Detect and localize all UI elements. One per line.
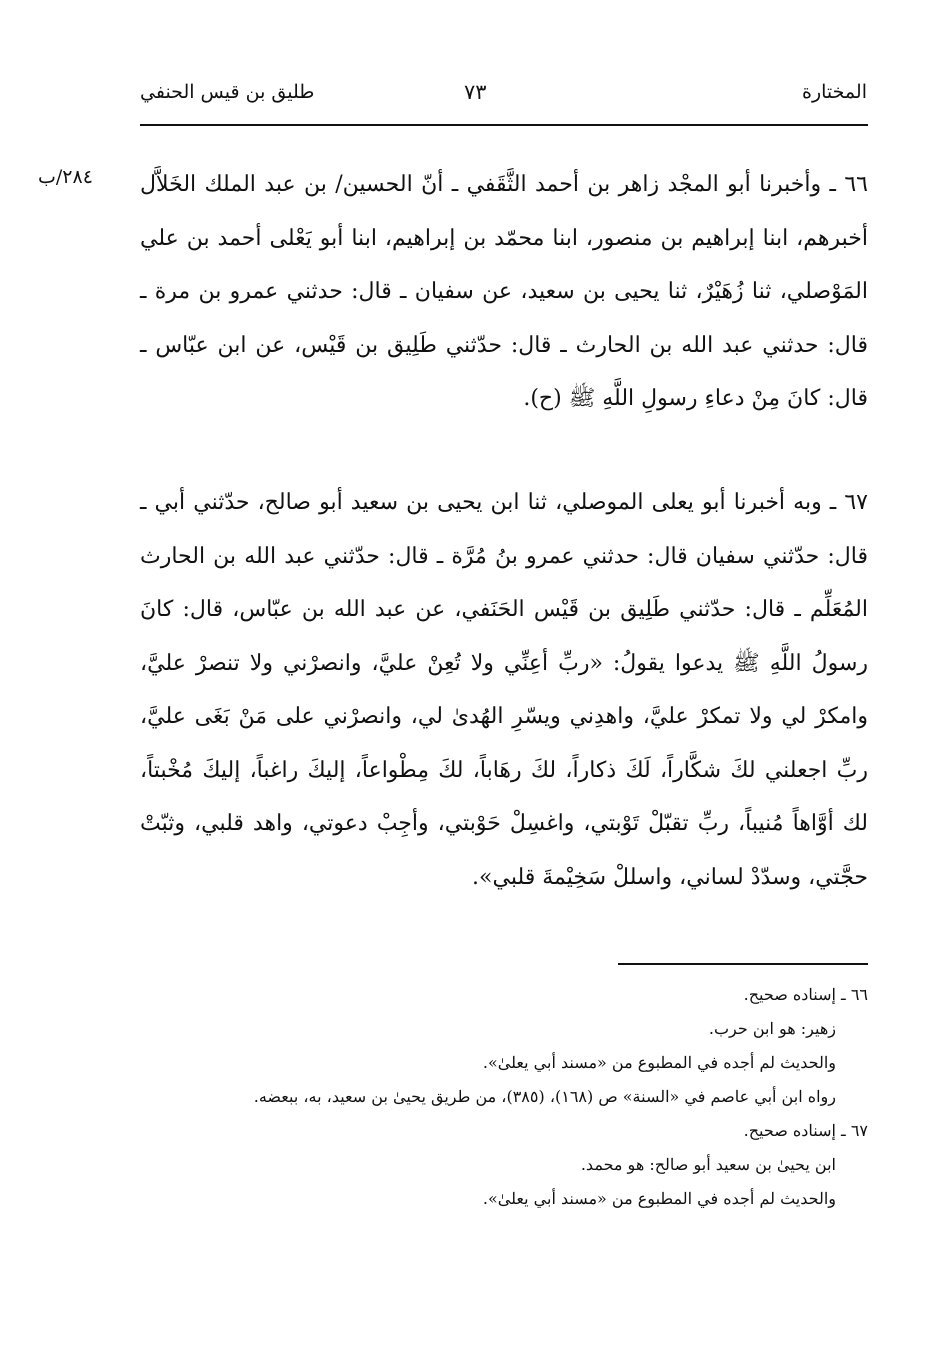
hadith-67 [140, 476, 868, 904]
footnote-67-text: ـ إسناده صحيح. [743, 1121, 846, 1140]
footnote-67-line-3: والحديث لم أجده في المطبوع من «مسند أبي يعلىٰ». [482, 1189, 836, 1208]
footnote-67-line-2: ابن يحيىٰ بن سعيد أبو صالح: هو محمد. [580, 1155, 836, 1174]
footnote-66-line-1 [140, 978, 868, 1012]
footnote-66-line-4: رواه ابن أبي عاصم في «السنة» ص (١٦٨)، (٣٨٥)، من طريق يحيىٰ بن سعيد، به، ببعضه. [253, 1087, 836, 1106]
footnote-66-line-3: والحديث لم أجده في المطبوع من «مسند أبي يعلىٰ». [482, 1053, 836, 1072]
header-book-title: المختارة [802, 81, 867, 103]
hadith-66 [140, 158, 868, 426]
footnote-66-text: ـ إسناده صحيح. [743, 985, 846, 1004]
manuscript-folio-note: ٢٨٤/ب [38, 166, 93, 188]
footnote-66-line-2: زهير: هو ابن حرب. [708, 1019, 836, 1038]
footnote-separator [618, 963, 868, 965]
footnotes [140, 978, 868, 1216]
header-chapter-title: طليق بن قيس الحنفي [140, 81, 315, 103]
footnote-67-line-1 [140, 1114, 868, 1148]
page-number: ٧٣ [464, 80, 487, 104]
footnote-67-number: ٦٧ [850, 1121, 868, 1140]
footnote-66-number: ٦٦ [850, 985, 868, 1004]
hadith-66-text: ٦٦ ـ وأخبرنا أبو المجْد زاهر بن أحمد الثَّقَفي ـ أنّ الحسين/ بن عبد الملك الخَلاَّل أخبرهم، ابنا إبراهيم بن منصور، ابنا محمّد بن إبراهيم، ابنا أبو يَعْلى أحمد بن علي المَوْصلي، ثنا زُهَيْرٌ، ثنا يحيى بن سعيد، عن سفيان ـ قال: حدثني عمرو بن مرة ـ قال: حدثني عبد الله بن الحارث ـ قال: حدّثني طَلِيق بن قَيْس، عن ابن عبّاس ـ قال: كانَ مِنْ دعاءِ رسولِ اللَّهِ ﷺ (ح). [140, 172, 868, 411]
hadith-67-text: ٦٧ ـ وبه أخبرنا أبو يعلى الموصلي، ثنا ابن يحيى بن سعيد أبو صالح، حدّثني أبي ـ قال: حدّثني سفيان قال: حدثني عمرو بنُ مُرَّة ـ قال: حدّثني عبد الله بن الحارث المُعَلِّم ـ قال: حدّثني طَلِيق بن قَيْس الحَنَفي، عن عبد الله بن عبّاس، قال: كانَ رسولُ اللَّهِ ﷺ يدعوا يقولُ: «ربِّ أعِنِّي ولا تُعِنْ عليَّ، وانصرْني ولا تنصرْ عليَّ، وامكرْ لي ولا تمكرْ عليَّ، واهدِني ويسّرِ الهُدىٰ لي، وانصرْني على مَنْ بَغَى عليَّ، ربِّ اجعلني لكَ شكَّاراً، لَكَ ذكاراً، لكَ رهَاباً، لكَ مِطْواعاً، إليكَ راغباً، إليكَ مُخْبتاً، لك أوَّاهاً مُنيباً، ربِّ تقبّلْ تَوْبتي، واغسِلْ حَوْبتي، وأجِبْ دعوتي، واهد قلبي، وثبّتْ حجَّتي، وسدّدْ لساني، واسللْ سَخِيْمةَ قلبي». [140, 490, 868, 890]
header-rule [140, 124, 868, 126]
